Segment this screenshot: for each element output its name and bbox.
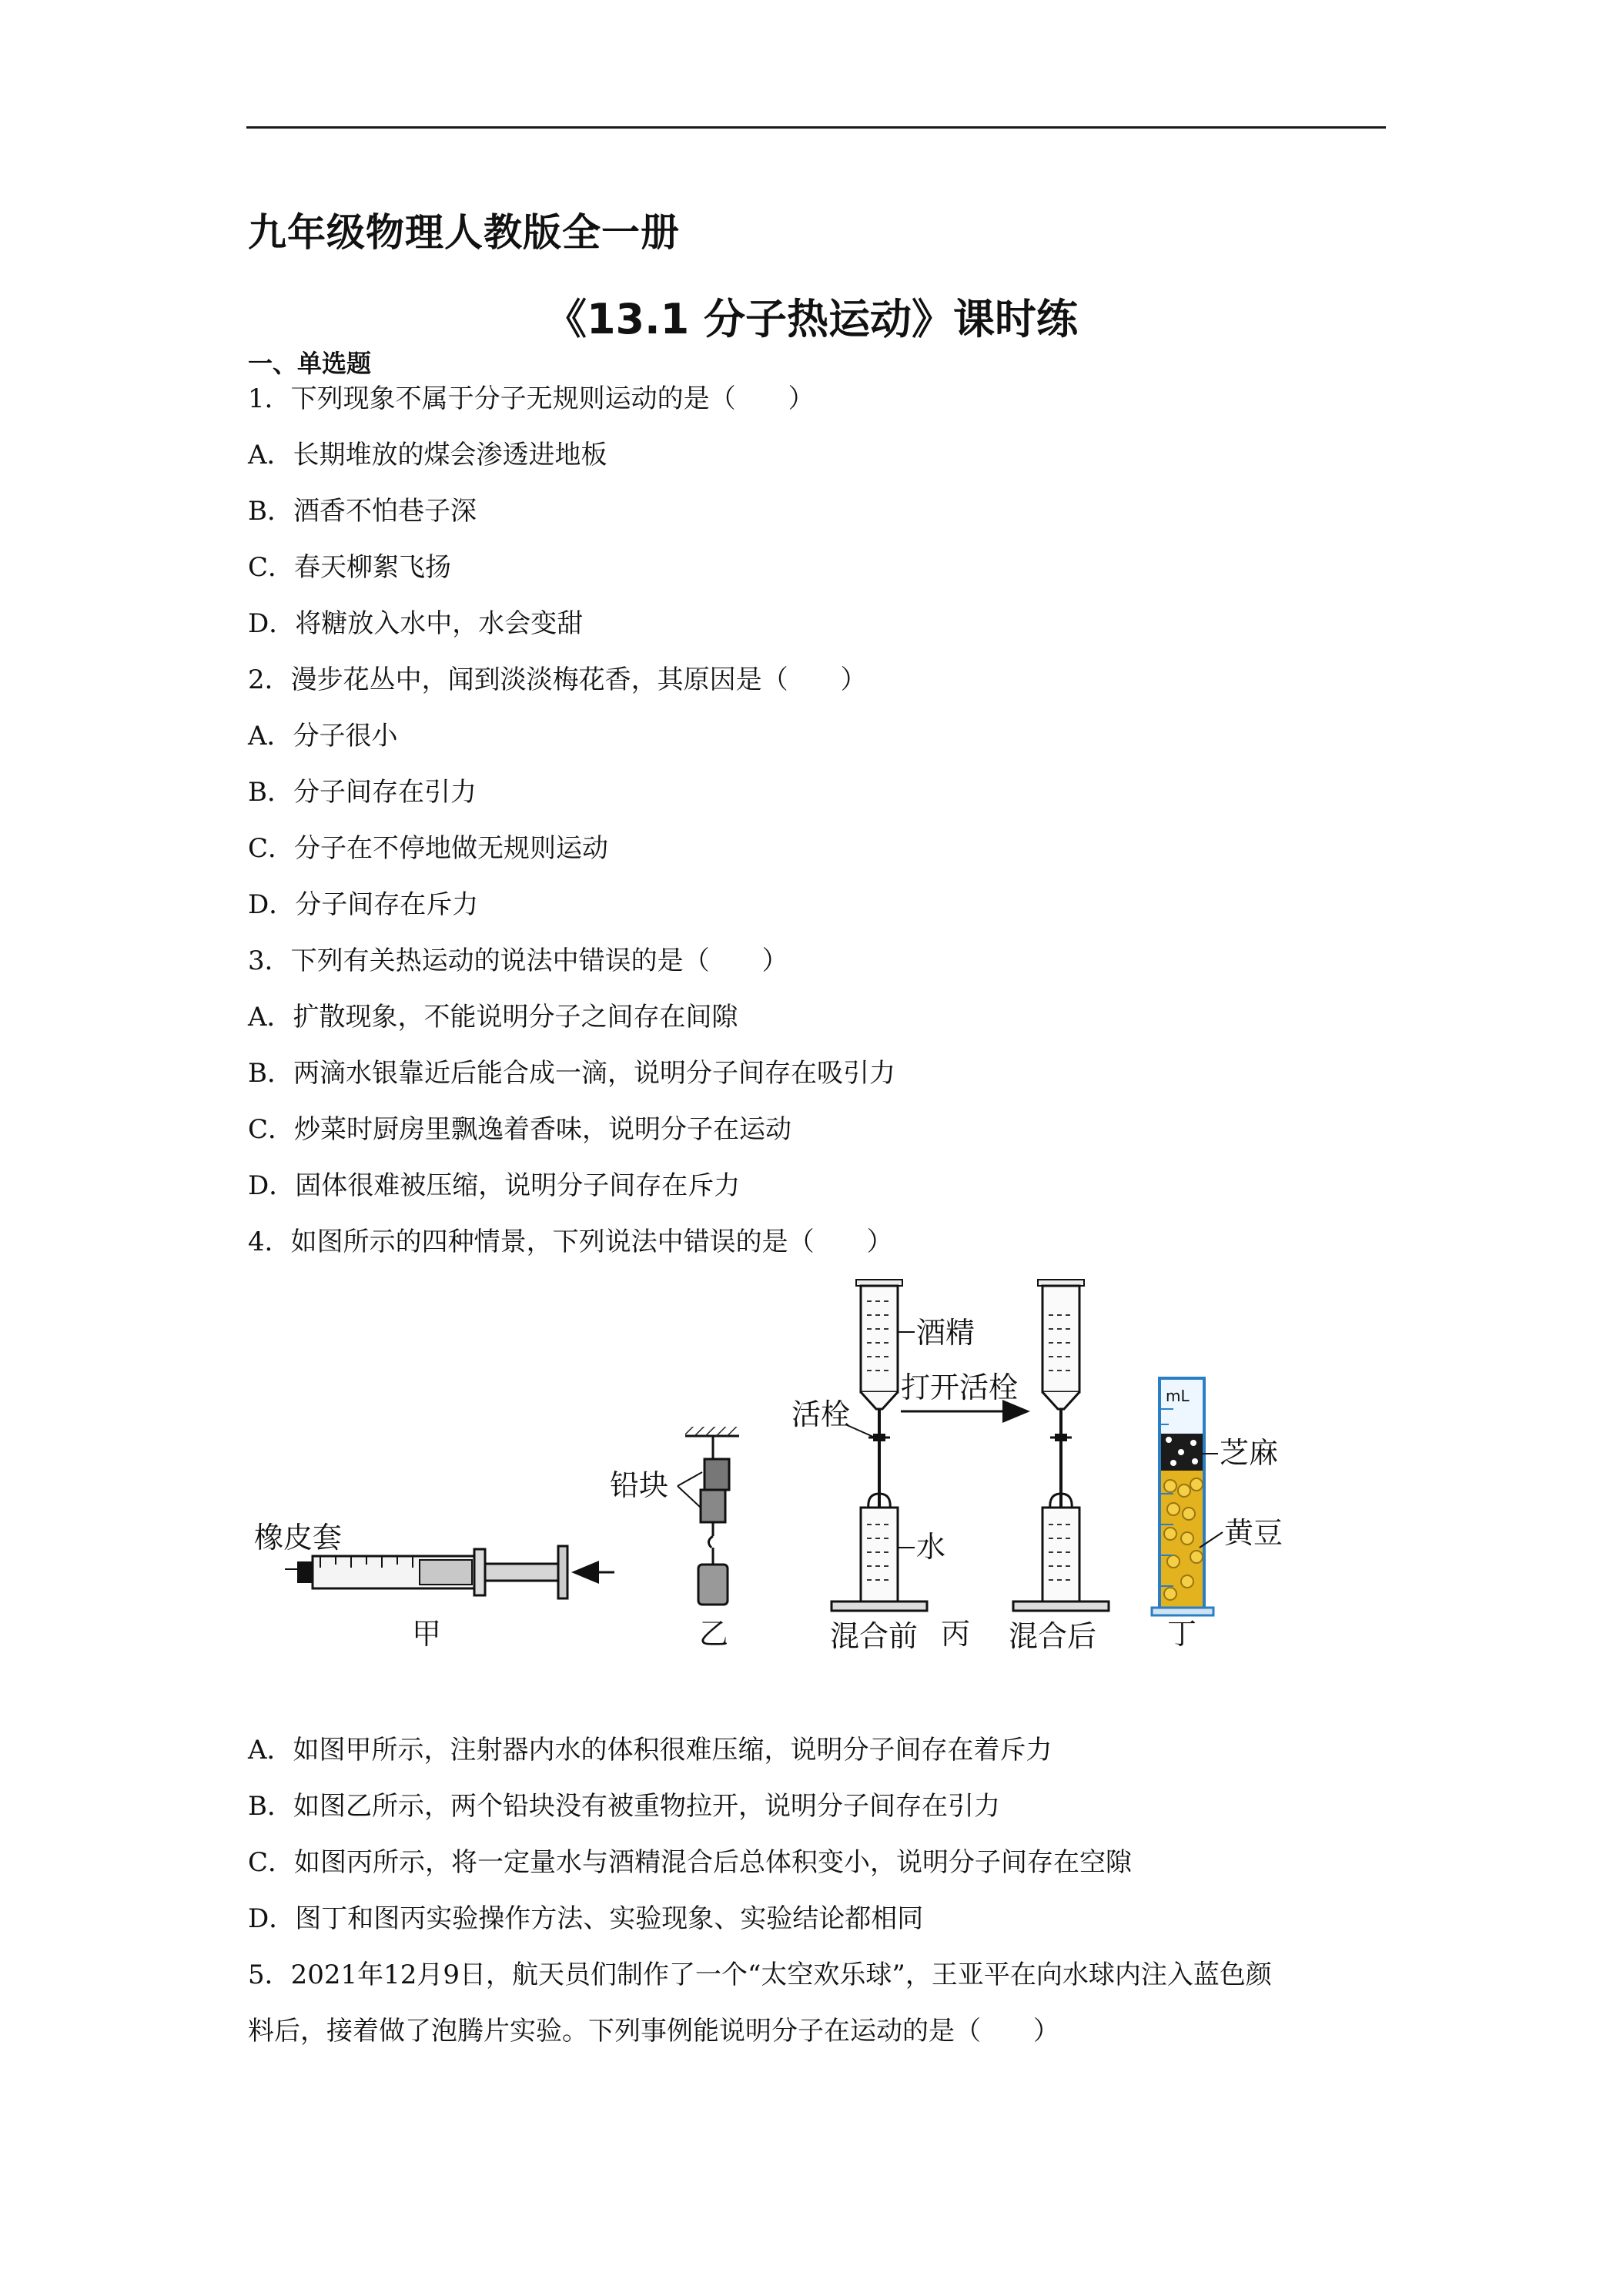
caption-yi: 乙 [699, 1617, 729, 1651]
question-5-stem-line-1: 5．2021年12月9日，航天员们制作了一个“太空欢乐球”，王亚平在向水球内注入蓝色颜 [248, 1960, 1272, 1990]
label-valve: 活栓 [791, 1397, 851, 1431]
question-2-option-d: D．分子间存在斥力 [248, 889, 479, 920]
plunger-head [420, 1560, 472, 1585]
lesson-title: 《13.1 分子热运动》课时练 [544, 295, 1079, 343]
alcohol-tube-after [1042, 1286, 1079, 1392]
lead-block-bottom [701, 1490, 725, 1522]
question-4-option-d: D．图丁和图丙实验操作方法、实验现象、实验结论都相同 [248, 1903, 924, 1934]
question-1-option-d: D．将糖放入水中，水会变甜 [248, 608, 584, 639]
question-4-option-a: A．如图甲所示，注射器内水的体积很难压缩，说明分子间存在着斥力 [248, 1735, 1052, 1766]
section-heading: 一、单选题 [248, 349, 372, 378]
water-tube-before [861, 1508, 898, 1602]
cylinder-base [1152, 1608, 1213, 1615]
question-3-option-c: C．炒菜时厨房里飘逸着香味，说明分子在运动 [248, 1114, 792, 1145]
question-5-stem-line-2: 料后，接着做了泡腾片实验。下列事例能说明分子在运动的是（ ） [248, 2016, 1059, 2047]
label-soybean: 黄豆 [1224, 1516, 1283, 1550]
question-2-stem: 2．漫步花丛中，闻到淡淡梅花香，其原因是（ ） [248, 664, 867, 695]
stand-base-after [1013, 1602, 1109, 1611]
stand-base-before [832, 1602, 927, 1611]
graduated-cylinder-diagram [1152, 1378, 1283, 1651]
rubber-cap [297, 1561, 313, 1583]
lead-block-diagram [610, 1427, 739, 1651]
question-2-option-a: A．分子很小 [248, 721, 398, 751]
hanging-weight [698, 1565, 728, 1605]
label-alcohol: 酒精 [916, 1316, 975, 1350]
water-tube-after [1042, 1508, 1079, 1602]
question-1-option-c: C．春天柳絮飞扬 [248, 552, 452, 583]
label-before-mixing: 混合前 [830, 1619, 919, 1653]
question-1-option-a: A．长期堆放的煤会渗透进地板 [248, 440, 607, 470]
question-2-option-b: B．分子间存在引力 [248, 777, 477, 808]
caption-bing: 丙 [941, 1617, 971, 1651]
label-open-valve: 打开活栓 [901, 1371, 1019, 1404]
question-1-option-b: B．酒香不怕巷子深 [248, 496, 477, 527]
question-4-option-c: C．如图丙所示，将一定量水与酒精混合后总体积变小，说明分子间存在空隙 [248, 1847, 1133, 1878]
mixing-before-diagram [791, 1280, 975, 1653]
ceiling-hatch [685, 1427, 739, 1436]
label-water: 水 [916, 1530, 946, 1564]
syringe-diagram [254, 1521, 614, 1651]
plunger-rod [485, 1564, 558, 1581]
label-ml: mL [1166, 1387, 1190, 1405]
question-3-option-b: B．两滴水银靠近后能合成一滴，说明分子间存在吸引力 [248, 1058, 895, 1089]
question-3-option-a: A．扩散现象，不能说明分子之间存在间隙 [248, 1002, 738, 1033]
question-3-option-d: D．固体很难被压缩，说明分子间存在斥力 [248, 1170, 741, 1201]
question-4-stem: 4．如图所示的四种情景，下列说法中错误的是（ ） [248, 1227, 893, 1257]
caption-jia: 甲 [412, 1617, 442, 1651]
label-after-mixing: 混合后 [1009, 1619, 1097, 1653]
label-sesame: 芝麻 [1220, 1436, 1279, 1470]
mixing-after-diagram [1009, 1280, 1109, 1653]
question-2-option-c: C．分子在不停地做无规则运动 [248, 833, 609, 864]
question-4-option-b: B．如图乙所示，两个铅块没有被重物拉开，说明分子间存在引力 [248, 1791, 1000, 1822]
lead-block-top [704, 1459, 729, 1490]
book-title: 九年级物理人教版全一册 [248, 210, 680, 255]
header-rule [246, 126, 1386, 129]
label-rubber-cap: 橡皮套 [254, 1521, 343, 1555]
question-4-figure [246, 1263, 1401, 1671]
caption-ding: 丁 [1167, 1617, 1197, 1651]
question-3-stem: 3．下列有关热运动的说法中错误的是（ ） [248, 946, 788, 976]
question-1-stem: 1．下列现象不属于分子无规则运动的是（ ） [248, 383, 815, 414]
label-lead-block: 铅块 [610, 1468, 669, 1502]
